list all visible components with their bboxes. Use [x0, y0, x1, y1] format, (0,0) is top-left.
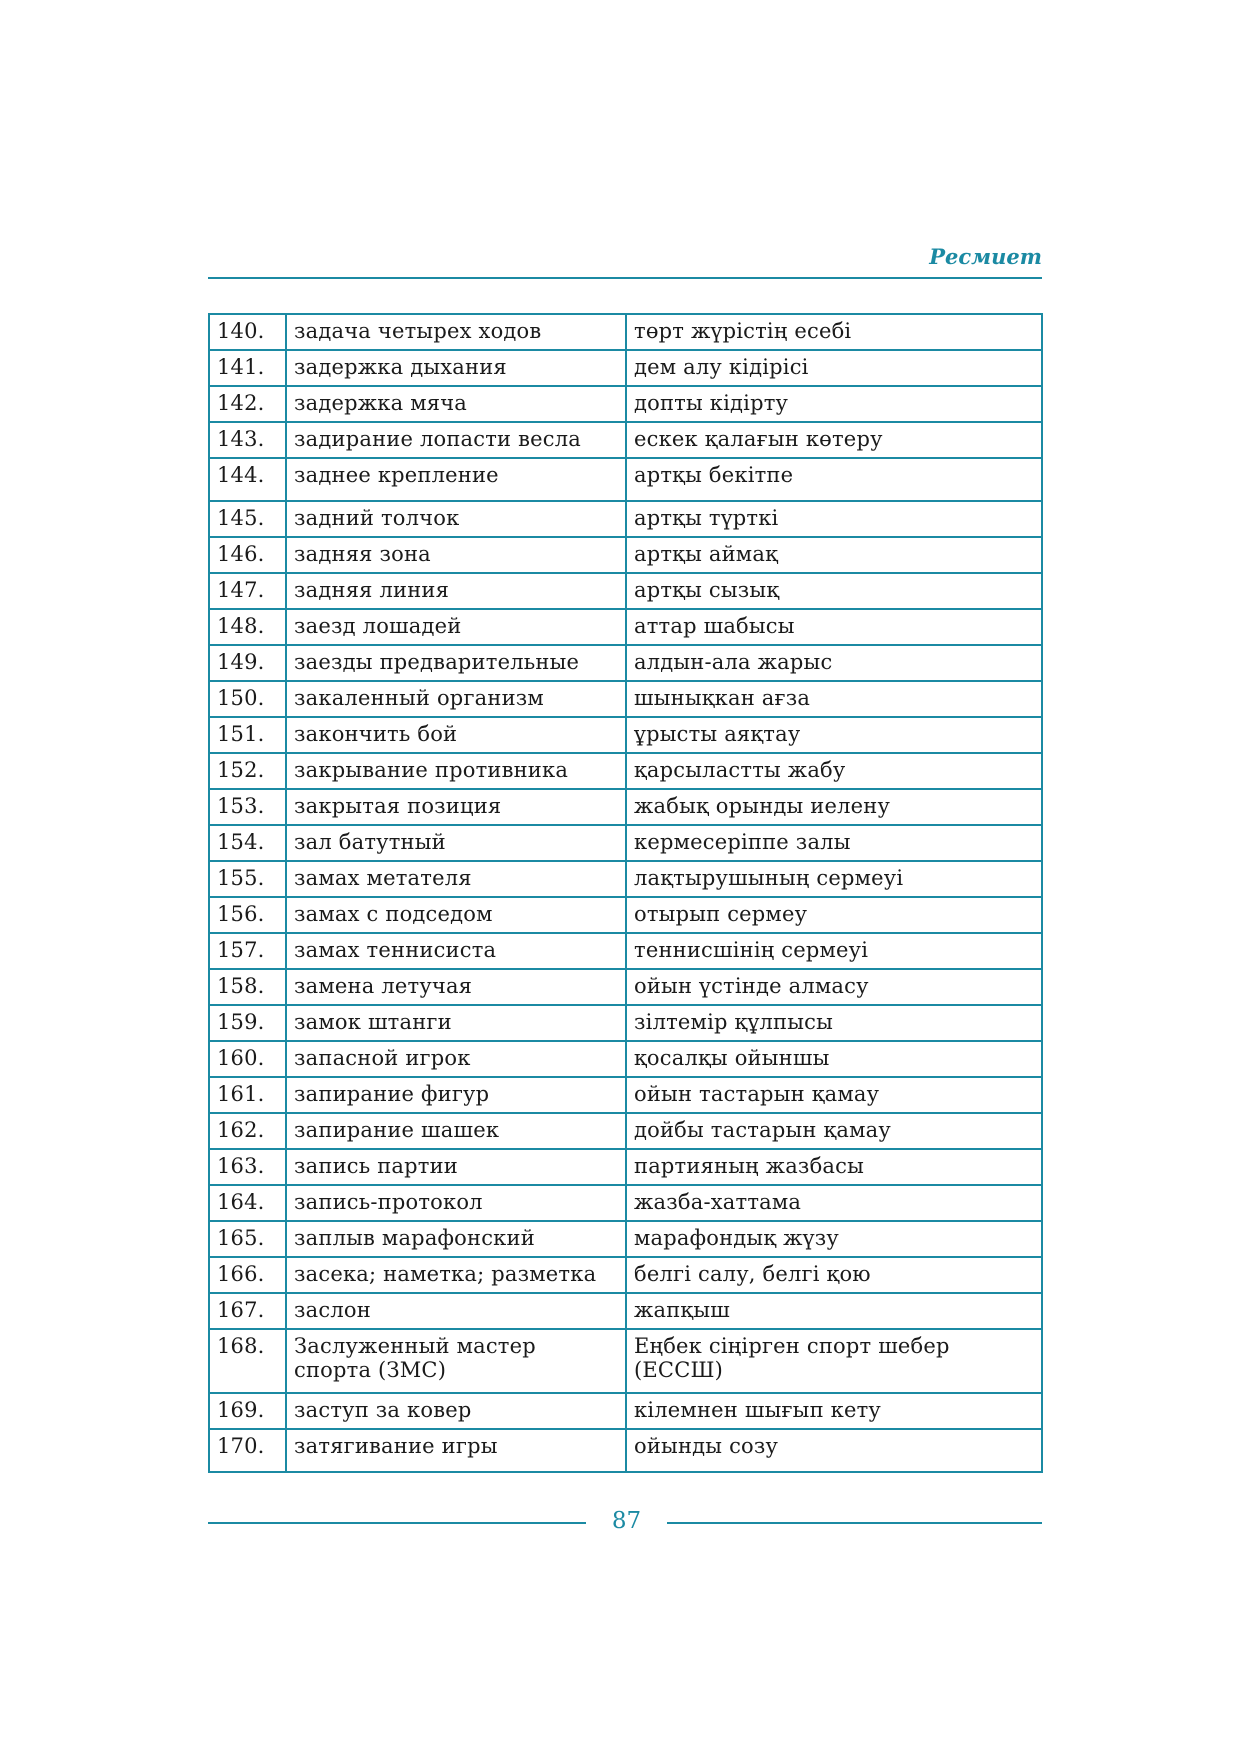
- table-row: [209, 1221, 1042, 1257]
- term-russian: запирание фигур: [286, 1077, 626, 1113]
- term-russian: закаленный организм: [286, 681, 626, 717]
- term-russian: запасной игрок: [286, 1041, 626, 1077]
- row-number: 161.: [209, 1077, 286, 1113]
- row-number: 160.: [209, 1041, 286, 1077]
- term-russian: закрытая позиция: [286, 789, 626, 825]
- term-russian: задержка мяча: [286, 386, 626, 422]
- row-number: 147.: [209, 573, 286, 609]
- term-kazakh: аттар шабысы: [626, 609, 1042, 645]
- table-row: [209, 1329, 1042, 1393]
- term-kazakh: кілемнен шығып кету: [626, 1393, 1042, 1429]
- row-number: 156.: [209, 897, 286, 933]
- term-russian: задняя зона: [286, 537, 626, 573]
- term-kazakh: дем алу кідірісі: [626, 350, 1042, 386]
- row-number: 144.: [209, 458, 286, 501]
- row-number: 166.: [209, 1257, 286, 1293]
- term-russian: задний толчок: [286, 501, 626, 537]
- term-kazakh: артқы аймақ: [626, 537, 1042, 573]
- term-russian: зал батутный: [286, 825, 626, 861]
- term-kazakh: ұрысты аяқтау: [626, 717, 1042, 753]
- table-row: [209, 1185, 1042, 1221]
- header-divider: [208, 277, 1042, 279]
- term-kazakh: ойын үстінде алмасу: [626, 969, 1042, 1005]
- table-row: [209, 789, 1042, 825]
- term-kazakh: ойын тастарын қамау: [626, 1077, 1042, 1113]
- footer-divider-right: [667, 1522, 1042, 1524]
- row-number: 143.: [209, 422, 286, 458]
- glossary-table-body: [209, 314, 1042, 1472]
- table-row: [209, 537, 1042, 573]
- term-kazakh: артқы сызық: [626, 573, 1042, 609]
- term-kazakh: артқы бекітпе: [626, 458, 1042, 501]
- term-kazakh: марафондық жүзу: [626, 1221, 1042, 1257]
- term-kazakh: артқы түрткі: [626, 501, 1042, 537]
- row-number: 159.: [209, 1005, 286, 1041]
- term-kazakh: төрт жүрістің есебі: [626, 314, 1042, 350]
- table-row: [209, 1429, 1042, 1472]
- row-number: 157.: [209, 933, 286, 969]
- row-number: 168.: [209, 1329, 286, 1393]
- term-kazakh: Еңбек сіңірген спорт шебер (ЕССШ): [626, 1329, 1042, 1393]
- table-row: [209, 717, 1042, 753]
- row-number: 152.: [209, 753, 286, 789]
- term-russian: закончить бой: [286, 717, 626, 753]
- table-row: [209, 969, 1042, 1005]
- term-kazakh: қосалқы ойыншы: [626, 1041, 1042, 1077]
- row-number: 146.: [209, 537, 286, 573]
- table-row: [209, 825, 1042, 861]
- table-row: [209, 933, 1042, 969]
- section-title: Ресмиет: [929, 244, 1042, 269]
- row-number: 140.: [209, 314, 286, 350]
- table-row: [209, 501, 1042, 537]
- term-russian: задача четырех ходов: [286, 314, 626, 350]
- table-row: [209, 609, 1042, 645]
- table-row: [209, 350, 1042, 386]
- row-number: 158.: [209, 969, 286, 1005]
- term-russian: замах с подседом: [286, 897, 626, 933]
- row-number: 153.: [209, 789, 286, 825]
- term-russian: задирание лопасти весла: [286, 422, 626, 458]
- row-number: 169.: [209, 1393, 286, 1429]
- term-kazakh: жабық орынды иелену: [626, 789, 1042, 825]
- term-russian: замах метателя: [286, 861, 626, 897]
- table-row: [209, 386, 1042, 422]
- table-row: [209, 897, 1042, 933]
- glossary-table: [208, 313, 1043, 1473]
- term-russian: замок штанги: [286, 1005, 626, 1041]
- term-kazakh: зілтемір құлпысы: [626, 1005, 1042, 1041]
- term-russian: Заслуженный мастер спорта (ЗМС): [286, 1329, 626, 1393]
- term-kazakh: шынықкан ағза: [626, 681, 1042, 717]
- row-number: 165.: [209, 1221, 286, 1257]
- term-kazakh: ескек қалағын көтеру: [626, 422, 1042, 458]
- term-russian: замах теннисиста: [286, 933, 626, 969]
- term-kazakh: допты кідірту: [626, 386, 1042, 422]
- row-number: 142.: [209, 386, 286, 422]
- term-kazakh: жапқыш: [626, 1293, 1042, 1329]
- row-number: 145.: [209, 501, 286, 537]
- term-russian: заступ за ковер: [286, 1393, 626, 1429]
- term-kazakh: кермесеріппе залы: [626, 825, 1042, 861]
- row-number: 154.: [209, 825, 286, 861]
- page-number: 87: [611, 1508, 642, 1534]
- table-row: [209, 1077, 1042, 1113]
- row-number: 150.: [209, 681, 286, 717]
- term-russian: задняя линия: [286, 573, 626, 609]
- term-kazakh: теннисшінің сермеуі: [626, 933, 1042, 969]
- term-kazakh: қарсыластты жабу: [626, 753, 1042, 789]
- row-number: 149.: [209, 645, 286, 681]
- row-number: 155.: [209, 861, 286, 897]
- term-russian: заднее крепление: [286, 458, 626, 501]
- term-russian: задержка дыхания: [286, 350, 626, 386]
- table-row: [209, 681, 1042, 717]
- term-russian: заезды предварительные: [286, 645, 626, 681]
- table-row: [209, 753, 1042, 789]
- table-row: [209, 1041, 1042, 1077]
- term-kazakh: жазба-хаттама: [626, 1185, 1042, 1221]
- table-row: [209, 422, 1042, 458]
- row-number: 167.: [209, 1293, 286, 1329]
- table-row: [209, 1293, 1042, 1329]
- term-russian: запирание шашек: [286, 1113, 626, 1149]
- row-number: 151.: [209, 717, 286, 753]
- term-kazakh: алдын-ала жарыс: [626, 645, 1042, 681]
- table-row: [209, 314, 1042, 350]
- term-russian: закрывание противника: [286, 753, 626, 789]
- term-russian: затягивание игры: [286, 1429, 626, 1472]
- term-kazakh: партияның жазбасы: [626, 1149, 1042, 1185]
- row-number: 170.: [209, 1429, 286, 1472]
- term-russian: запись партии: [286, 1149, 626, 1185]
- term-russian: заплыв марафонский: [286, 1221, 626, 1257]
- term-russian: засека; наметка; разметка: [286, 1257, 626, 1293]
- table-row: [209, 861, 1042, 897]
- row-number: 141.: [209, 350, 286, 386]
- term-russian: заезд лошадей: [286, 609, 626, 645]
- term-russian: замена летучая: [286, 969, 626, 1005]
- table-row: [209, 1393, 1042, 1429]
- term-kazakh: белгі салу, белгі қою: [626, 1257, 1042, 1293]
- table-row: [209, 573, 1042, 609]
- row-number: 162.: [209, 1113, 286, 1149]
- row-number: 163.: [209, 1149, 286, 1185]
- table-row: [209, 1005, 1042, 1041]
- row-number: 164.: [209, 1185, 286, 1221]
- term-kazakh: лақтырушының сермеуі: [626, 861, 1042, 897]
- table-row: [209, 458, 1042, 501]
- term-russian: запись-протокол: [286, 1185, 626, 1221]
- term-russian: заслон: [286, 1293, 626, 1329]
- row-number: 148.: [209, 609, 286, 645]
- table-row: [209, 1257, 1042, 1293]
- term-kazakh: ойынды созу: [626, 1429, 1042, 1472]
- term-kazakh: дойбы тастарын қамау: [626, 1113, 1042, 1149]
- table-row: [209, 645, 1042, 681]
- table-row: [209, 1149, 1042, 1185]
- footer-divider-left: [208, 1522, 586, 1524]
- term-kazakh: отырып сермеу: [626, 897, 1042, 933]
- table-row: [209, 1113, 1042, 1149]
